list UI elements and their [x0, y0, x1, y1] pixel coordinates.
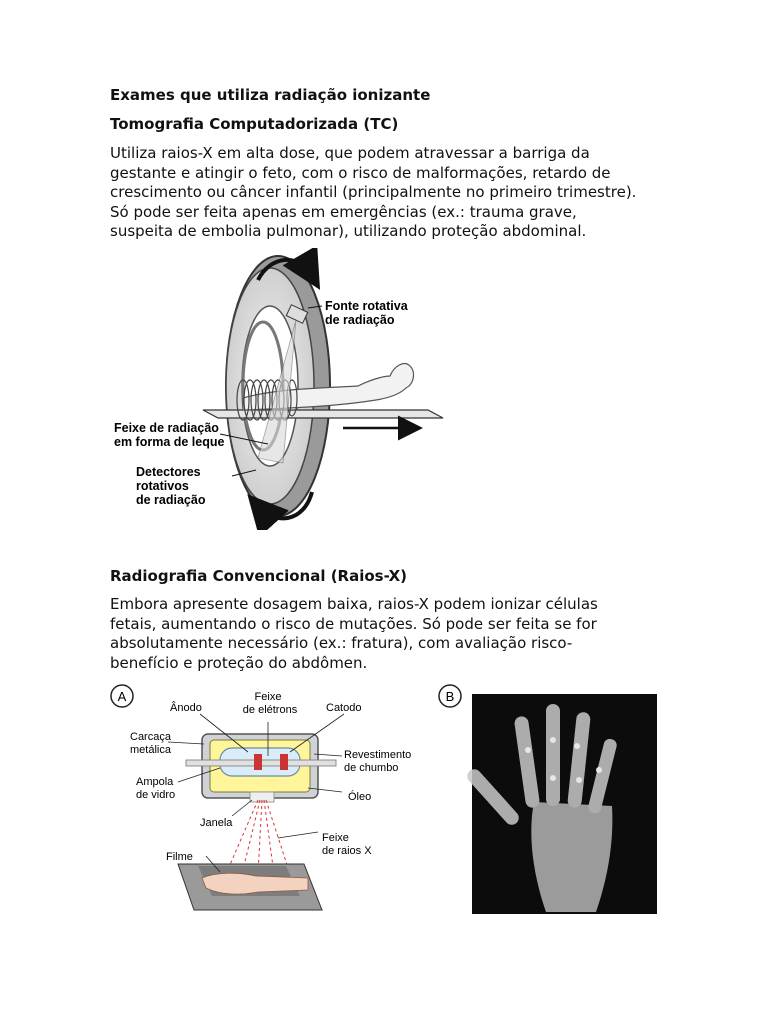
label-de-radiacao: de radiação	[325, 313, 395, 327]
xray-beam	[226, 800, 290, 874]
panel-b-letter: B	[445, 689, 455, 704]
label-feixe-eletrons-1: Feixe	[254, 691, 282, 703]
label-feixe-raios-1: Feixe	[322, 832, 349, 844]
panel-a-letter: A	[117, 689, 127, 704]
label-feixe-raios-2: de raios X	[322, 845, 372, 857]
paragraph-line: Só pode ser feita apenas em emergências (ex.: trauma grave,	[110, 202, 577, 221]
paragraph-raiox	[110, 595, 670, 673]
label-ampola-1: Ampola	[136, 776, 174, 788]
paragraph-line: fetais, aumentando o risco de mutações. Só pode ser feita se for	[110, 614, 597, 633]
label-filme: Filme	[166, 851, 193, 863]
paragraph-line: Utiliza raios-X em alta dose, que podem atravessar a barriga da	[110, 144, 590, 162]
paragraph-line: suspeita de embolia pulmonar), utilizando proteção abdominal.	[110, 222, 587, 241]
cathode	[280, 754, 288, 770]
label-feixe-radiacao: Feixe de radiação	[114, 421, 219, 435]
ct-scanner-figure	[108, 248, 453, 530]
label-catodo: Catodo	[326, 702, 362, 714]
paragraph-line: absolutamente necessário (ex.: fratura), com avaliação risco-	[110, 634, 573, 653]
label-de-radiacao-det: de radiação	[136, 493, 206, 507]
label-anodo: Ânodo	[170, 702, 202, 714]
label-oleo: Óleo	[348, 791, 372, 803]
paragraph-line: Embora apresente dosagem baixa, raios-X podem ionizar células	[110, 595, 598, 613]
paragraph-tc	[110, 144, 670, 242]
document-title: Exames que utiliza radiação ionizante	[110, 86, 431, 104]
label-ampola-2: de vidro	[136, 789, 176, 801]
label-carcaca-2: metálica	[130, 744, 171, 756]
label-revestimento-1: Revestimento	[344, 749, 412, 761]
label-carcaca-1: Carcaça	[130, 731, 171, 743]
label-revestimento-2: de chumbo	[344, 762, 399, 774]
label-feixe-eletrons-2: de elétrons	[242, 704, 298, 716]
paragraph-line: gestante e atingir o feto, com o risco de malformações, retardo de	[110, 163, 611, 182]
paragraph-line: benefício e proteção do abdômen.	[110, 653, 368, 672]
section-heading-tc: Tomografia Computadorizada (TC)	[110, 115, 399, 133]
label-forma-leque: em forma de leque	[114, 435, 225, 449]
xray-tube-figure	[108, 682, 428, 918]
hand-xray-figure	[436, 682, 660, 916]
paragraph-line: crescimento ou câncer infantil (principalmente no primeiro trimestre).	[110, 183, 637, 202]
label-janela: Janela	[200, 817, 233, 829]
label-detectores: Detectores	[136, 465, 201, 479]
anode	[254, 754, 262, 770]
section-heading-raiox: Radiografia Convencional (Raios-X)	[110, 567, 408, 585]
label-fonte-rotativa: Fonte rotativa	[325, 299, 408, 313]
label-rotativos: rotativos	[136, 479, 189, 493]
